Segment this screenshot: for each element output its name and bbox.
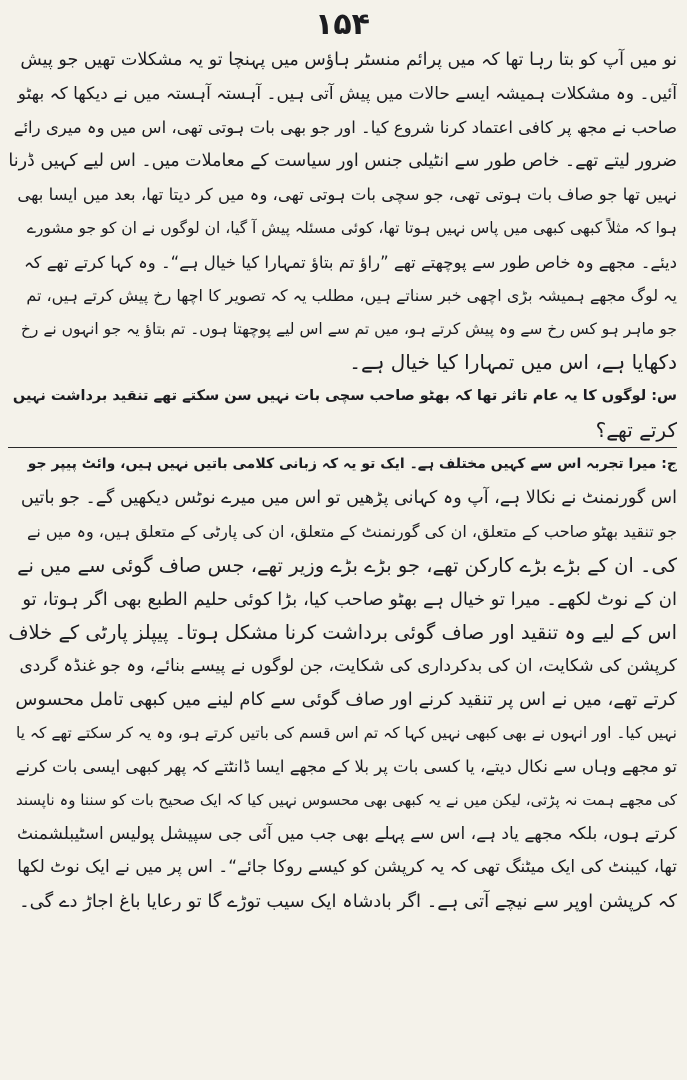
text-line: جو تنقید بھٹو صاحب کے متعلق، ان کی گورنمنٹ کے متعلق، ان کی پارٹی کے متعلق ہیں، وہ میں نے — [27, 522, 677, 542]
text-line: ہوا کہ مثلاً کبھی کبھی میں پاس نہیں ہوتا تھا، کوئی مسئلہ پیش آ گیا، ان لوگوں نے ان کو جو مشورے — [26, 218, 677, 237]
urdu-body-text — [8, 44, 677, 918]
text-line: ضرور لیتے تھے۔ خاص طور سے انٹیلی جنس اور سیاست کے معاملات میں۔ اس لیے کہیں ڈرنا — [8, 150, 677, 171]
text-line: نہیں کیا۔ اور انہوں نے بھی کبھی نہیں کہا کہ تم اس قسم کی باتیں کرتے ہو، وہ یہ کر سکتے تھے کہ یا — [15, 723, 677, 742]
text-line: س: لوگوں کا یہ عام تاثر تھا کہ بھٹو صاحب سچی بات نہیں سن سکتے تھے تنقید برداشت نہیں — [12, 387, 677, 404]
text-line: دیئے۔ مجھے وہ خاص طور سے پوچھتے تھے ”راؤ تم بتاؤ تمہارا کیا خیال ہے“۔ وہ کہا کرتے تھے کہ — [23, 252, 677, 272]
text-line: کہ کرپشن اوپر سے نیچے آتی ہے۔ اگر بادشاہ ایک سیب توڑے گا تو رعایا باغ اجاڑ دے گی۔ — [19, 890, 677, 912]
text-line: ان کے نوٹ لکھے۔ میرا تو خیال ہے بھٹو صاحب کیا، بڑا کوئی حلیم الطبع بھی اگر ہوتا، تو — [22, 588, 677, 610]
text-line: تھا، کیبنٹ کی ایک میٹنگ تھی کہ یہ کرپشن کو کیسے روکا جائے“۔ اس پر میں نے ایک نوٹ لکھا — [17, 857, 677, 878]
text-line: کرتے تھے، میں نے اس پر تنقید کرنے اور صاف گوئی سے کام لینے میں کبھی تامل محسوس — [15, 689, 677, 711]
text-line: کرپشن کی شکایت، ان کی بدکرداری کی شکایت، جن لوگوں نے پیسے بنائے، وہ جو غنڈہ گردی — [19, 655, 677, 676]
text-line: کی مجھے ہمت نہ پڑتی، لیکن میں نے یہ کبھی بھی محسوس نہیں کیا کہ ایک صحیح بات کو سننا وہ ناپسند — [15, 791, 677, 810]
text-line: اس کے لیے وہ تنقید اور صاف گوئی برداشت کرنا مشکل ہوتا۔ پیپلز پارٹی کے خلاف — [8, 621, 677, 645]
text-line: ج: میرا تجربہ اس سے کہیں مختلف ہے۔ ایک تو یہ کہ زبانی کلامی باتیں نہیں ہیں، وائٹ پیپر جو — [27, 456, 677, 473]
text-line: نو میں آپ کو بتا رہا تھا کہ میں پرائم منسٹر ہاؤس میں پہنچا تو یہ مشکلات تھیں جو پیش — [20, 50, 677, 70]
text-line: کرتے تھے؟ — [8, 414, 677, 449]
text-line: تو مجھے وہاں سے نکال دیتے، یا کسی بات پر بلا کے مجھے ایسا ڈانٹتے کہ پھر کبھی ایسی بات کرنے — [15, 757, 677, 777]
text-line: یہ لوگ مجھے ہمیشہ بڑی اچھی خبر سناتے ہیں، مطلب یہ کہ تصویر کا اچھا رخ پیش کرتے ہیں، تم — [26, 286, 677, 306]
text-line: صاحب نے مجھ پر کافی اعتماد کرنا شروع کیا۔ اور جو بھی بات ہوتی تھی، اس میں وہ میری رائے — [13, 118, 677, 138]
text-line: دکھایا ہے، اس میں تمہارا کیا خیال ہے۔ — [349, 350, 677, 375]
text-line: کرتے ہوں، بلکہ مجھے یاد ہے، اس سے پہلے بھی جب میں آئی جی سپیشل پولیس اسٹیبلشمنٹ — [16, 823, 677, 844]
page-number: ۱۵۴ — [315, 7, 370, 42]
text-line: کی۔ ان کے بڑے بڑے کارکن تھے، جو بڑے بڑے وزیر تھے، جس صاف گوئی سے میں نے — [17, 553, 677, 577]
text-line: اس گورنمنٹ نے نکالا ہے، آپ وہ کہانی پڑھیں تو اس میں میرے نوٹس دیکھیں گے۔ جو باتیں — [20, 487, 677, 508]
text-line: نہیں تھا جو صاف بات ہوتی تھی، جو سچی بات ہوتی تھی، وہ میں کر دیتا تھا، بعد میں ایسا بھی — [17, 185, 677, 205]
text-line: آئیں۔ وہ مشکلات ہمیشہ ایسے حالات میں پیش آتی ہیں۔ آہستہ آہستہ میں نے دیکھا کہ بھٹو — [17, 83, 677, 104]
text-line: جو ماہر ہو کس رخ سے وہ پیش کرتے ہو، میں تم سے اس لیے پوچھتا ہوں۔ تم بتاؤ یہ جو انہوں نے رخ — [20, 319, 677, 338]
